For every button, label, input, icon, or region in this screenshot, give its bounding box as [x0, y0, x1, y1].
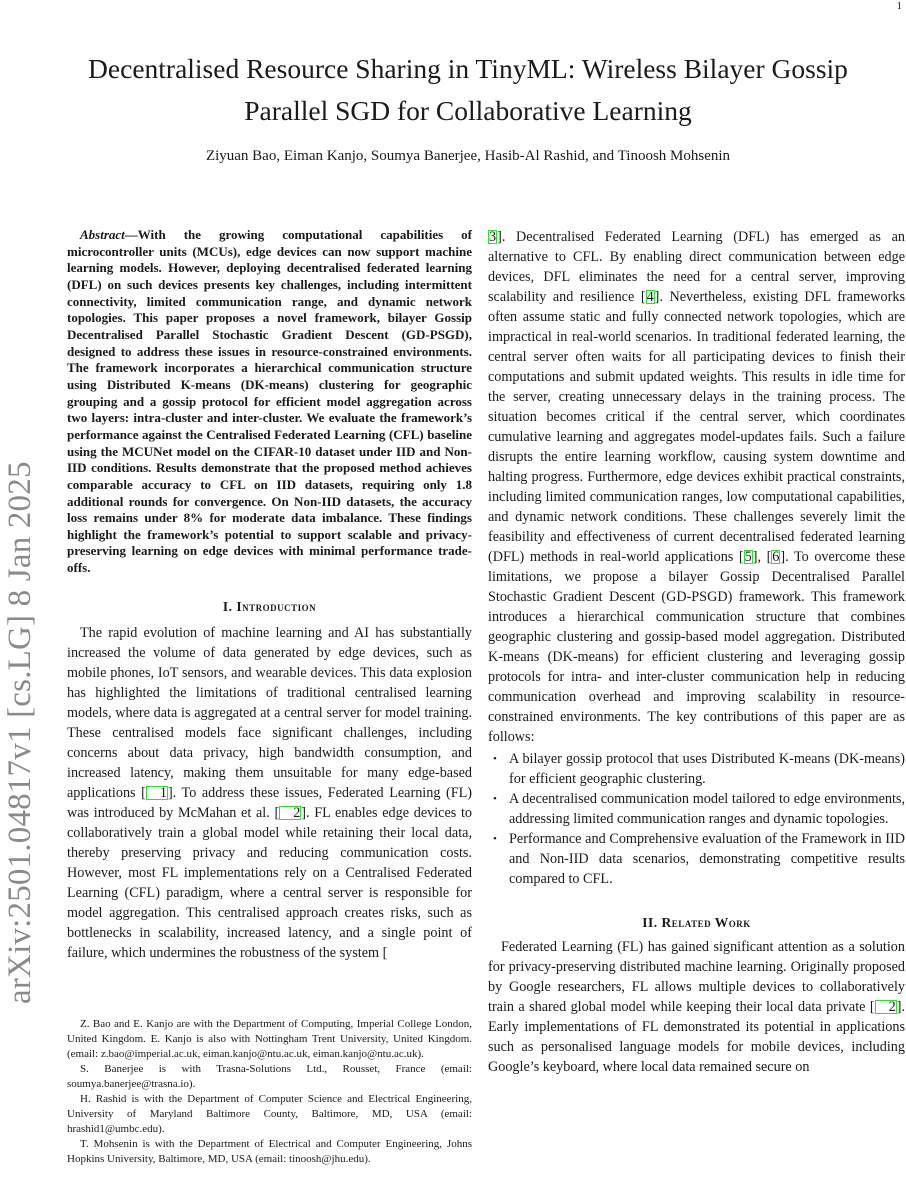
- author-affiliation-footnotes: [67, 1017, 472, 1167]
- contribution-item: • A decentralised communication model tailored to edge environments, addressing limited communication ranges and dynamic topologies.: [509, 789, 905, 829]
- section-title: Introduction: [236, 598, 317, 614]
- text-run: ]. Nevertheless, existing DFL frameworks often assume static and fully connected network topologies, which are impractical in real-world scenarios. In traditional federated learning, the central server often waits for all participating devices to finish their computations and submit updated weights. This results in idle time for the server, creating unnecessary delays in the training process. The situation becomes critical if the central server, which coordinates cumulative learning and aggregates model-updates fails. Such a failure disrupts the entire learning workflow, causing system downtime and halting progress. Furthermore, edge devices exhibit practical constraints, including limited communication ranges, low computational capabilities, and dynamic network conditions. These challenges severely limit the feasibility and effectiveness of current decentralised federated learning (DFL) methods in real-world applications [: [488, 289, 905, 565]
- text-run: The rapid evolution of machine learning and AI has substantially increased the volume of data generated by edge devices, such as mobile phones, IoT sensors, and wearable devices. This data explosion has highlighted the limitations of traditional centralised learning models, where data is aggregated at a central server for model training. These centralised models face significant challenges, including concerns about data privacy, high bandwidth consumption, and increased latency, making them unsuitable for many edge-based applications [: [67, 624, 472, 801]
- contribution-item: • A bilayer gossip protocol that uses Distributed K-means (DK-means) for efficient geographic clustering.: [509, 749, 905, 789]
- text-run: Federated Learning (FL) has gained significant attention as a solution for privacy-preserving distributed machine learning. Originally proposed by Google researchers, FL allows multiple devices to collaboratively train a shared global model while keeping their local data private [: [488, 939, 905, 1015]
- related-work-paragraph: [488, 937, 905, 1077]
- citation-link[interactable]: 3: [489, 229, 497, 245]
- text-run: ]. To overcome these limitations, we propose a bilayer Gossip Decentralised Parallel Stochastic Gradient Descent (GD-PSGD) framework. This framework introduces a hierarchical communication structure that combines geographic clustering and gossip-based model aggregation. Distributed K-means (DK-means) for efficient clustering and leveraging gossip protocols for intra- and inter-cluster communication help in reducing communication overhead and improving scalability in resource-constrained environments. The key contributions of this paper are as follows:: [488, 549, 905, 745]
- citation-link[interactable]: 4: [646, 289, 654, 305]
- section-number: I.: [222, 598, 233, 614]
- text-run: ], [: [752, 549, 772, 565]
- footnote: S. Banerjee is with Trasna-Solutions Ltd., Rousset, France (email: soumya.banerjee@trasna.io).: [67, 1063, 472, 1090]
- citation-link[interactable]: 2: [875, 1000, 897, 1014]
- intro-paragraph: [67, 623, 472, 963]
- section-title: Related Work: [661, 915, 751, 930]
- text-run: ]. Decentralised Federated Learning (DFL) has emerged as an alternative to CFL. By enabling direct communication between edge devices, DFL eliminates the need for a central server, improving scalability and resilience [: [488, 229, 905, 305]
- author-list: Ziyuan Bao, Eiman Kanjo, Soumya Banerjee, Hasib-Al Rashid, and Tinoosh Mohsenin: [205, 148, 731, 164]
- section-number: II.: [642, 915, 658, 930]
- page-number: 1: [896, 0, 902, 12]
- intro-paragraph-continued: [488, 227, 905, 747]
- title-line-1: Decentralised Resource Sharing in TinyML: Wireless Bilayer Gossip: [88, 53, 848, 84]
- citation-link[interactable]: 1: [146, 786, 168, 800]
- citation-link[interactable]: 5: [744, 549, 752, 565]
- abstract-text: With the growing computational capabilities of microcontroller units (MCUs), edge devices can now support machine learning models. However, deploying decentralised federated learning (DFL) on such devices presents key challenges, including intermittent connectivity, limited communication range, and dynamic network topologies. This paper proposes a novel framework, bilayer Gossip Decentralised Parallel Stochastic Gradient Descent (GD-PSGD), designed to address these issues in resource-constrained environments. The framework incorporates a hierarchical communication structure using Distributed K-means (DK-means) clustering for geographic grouping and a gossip protocol for efficient model aggregation across two layers: intra-cluster and inter-cluster. We evaluate the framework’s performance against the Centralised Federated Learning (CFL) baseline using the MCUNet model on the CIFAR-10 dataset under IID and Non-IID conditions. Results demonstrate that the proposed method achieves comparable accuracy to CFL on IID datasets, requiring only 1.8 additional rounds for convergence. On Non-IID datasets, the accuracy loss remains under 8% for moderate data imbalance. These findings highlight the framework’s potential to support scalable and privacy-preserving learning on edge devices with minimal performance trade-offs.: [67, 227, 472, 576]
- arxiv-identifier-stamp[interactable]: arXiv:2501.04817v1 [cs.LG] 8 Jan 2025: [2, 461, 38, 1004]
- abstract: [67, 227, 472, 577]
- citation-link[interactable]: 6: [772, 549, 780, 565]
- abstract-dash: —: [124, 227, 138, 242]
- paper-title: [30, 48, 906, 132]
- right-column: [488, 227, 905, 1077]
- section-heading-related-work: [488, 915, 905, 931]
- contribution-item: • Performance and Comprehensive evaluation of the Framework in IID and Non-IID data scenarios, demonstrating competitive results compared to CFL.: [509, 829, 905, 889]
- left-column: [67, 227, 472, 963]
- text-run: ]. Early implementations of FL demonstrated its potential in applications such as personalised language models for mobile devices, including Google’s keyboard, where local data remained secure on: [488, 999, 905, 1075]
- footnote: H. Rashid is with the Department of Computer Science and Electrical Engineering, University of Maryland Baltimore County, Baltimore, MD, USA (email: hrashid1@umbc.edu).: [67, 1093, 472, 1135]
- footnote: T. Mohsenin is with the Department of Electrical and Computer Engineering, Johns Hopkins University, Baltimore, MD, USA (email: tinoosh@jhu.edu).: [67, 1138, 472, 1165]
- text-run: ]. FL enables edge devices to collaboratively train a global model while retaining their local data, thereby preserving privacy and reducing communication costs. However, most FL implementations rely on a Centralised Federated Learning (CFL) paradigm, where a central server is responsible for model aggregation. This centralised approach creates risks, such as bottlenecks in scalability, increased latency, and a single point of failure, which undermines the robustness of the system [: [67, 804, 473, 961]
- citation-link[interactable]: 2: [279, 806, 301, 820]
- contributions-list: [488, 749, 905, 889]
- title-line-2: Parallel SGD for Collaborative Learning: [244, 95, 692, 126]
- text-run: ]. To address these issues, Federated Learning (FL) was introduced by McMahan et al. [: [67, 784, 473, 821]
- abstract-label: Abstract: [80, 227, 125, 242]
- footnote: Z. Bao and E. Kanjo are with the Department of Computing, Imperial College London, United Kingdom. E. Kanjo is also with Nottingham Trent University, United Kingdom. (email: z.bao@imperial.ac.uk, eiman.kanjo@ntu.ac.uk, eiman.kanjo@ntu.ac.uk).: [67, 1018, 472, 1060]
- section-heading-introduction: [67, 599, 472, 615]
